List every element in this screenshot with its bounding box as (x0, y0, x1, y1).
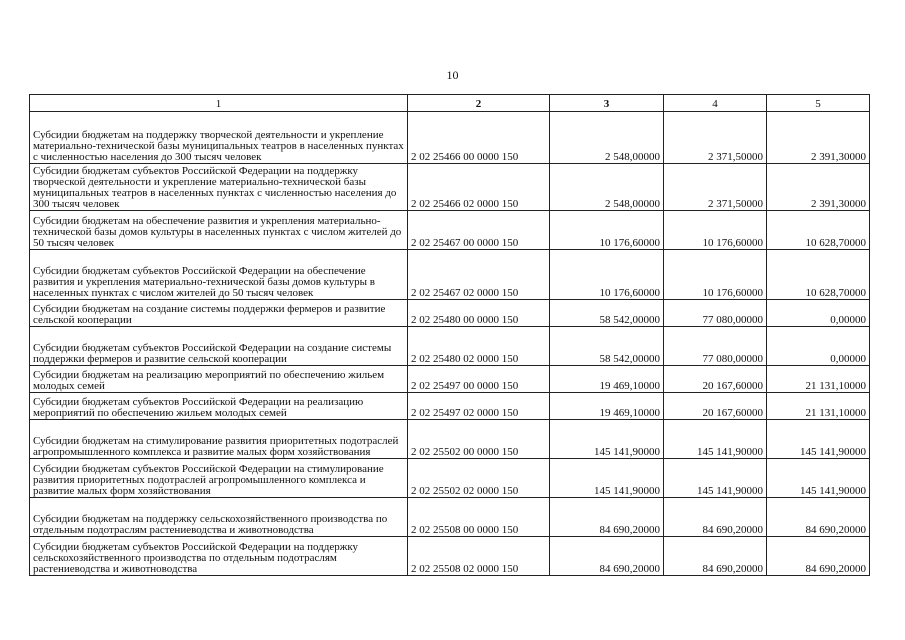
table-row (30, 393, 870, 420)
row-value-col4: 77 080,00000 (664, 300, 767, 327)
row-code: 2 02 25466 00 0000 150 (408, 112, 550, 164)
table-row (30, 498, 870, 537)
budget-table (29, 94, 870, 576)
row-code: 2 02 25467 02 0000 150 (408, 250, 550, 300)
row-value-col3: 10 176,60000 (550, 250, 664, 300)
row-code: 2 02 25508 00 0000 150 (408, 498, 550, 537)
row-description: Субсидии бюджетам субъектов Российской Федерации на создание системы поддержки фермеров и развитие сельской кооперации (30, 327, 408, 366)
column-header-1: 1 (30, 95, 408, 112)
row-value-col5: 2 391,30000 (767, 112, 870, 164)
table-row (30, 164, 870, 211)
row-value-col3: 145 141,90000 (550, 459, 664, 498)
row-description: Субсидии бюджетам на стимулирование развития приоритетных подотраслей агропромышленного комплекса и развитие малых форм хозяйствования (30, 420, 408, 459)
row-value-col4: 84 690,20000 (664, 498, 767, 537)
row-code: 2 02 25497 00 0000 150 (408, 366, 550, 393)
row-value-col5: 0,00000 (767, 300, 870, 327)
row-value-col4: 77 080,00000 (664, 327, 767, 366)
row-value-col4: 20 167,60000 (664, 393, 767, 420)
row-description: Субсидии бюджетам на создание системы поддержки фермеров и развитие сельской кооперации (30, 300, 408, 327)
table-row (30, 420, 870, 459)
row-value-col3: 145 141,90000 (550, 420, 664, 459)
column-header-2: 2 (408, 95, 550, 112)
row-value-col4: 10 176,60000 (664, 250, 767, 300)
row-description: Субсидии бюджетам на поддержку сельскохозяйственного производства по отдельным подотраслям растениеводства и животноводства (30, 498, 408, 537)
row-value-col4: 84 690,20000 (664, 537, 767, 576)
column-header-4: 4 (664, 95, 767, 112)
row-value-col4: 2 371,50000 (664, 112, 767, 164)
row-value-col5: 84 690,20000 (767, 537, 870, 576)
row-value-col3: 10 176,60000 (550, 211, 664, 250)
table-row (30, 211, 870, 250)
row-value-col3: 19 469,10000 (550, 366, 664, 393)
row-code: 2 02 25502 02 0000 150 (408, 459, 550, 498)
row-code: 2 02 25502 00 0000 150 (408, 420, 550, 459)
row-code: 2 02 25480 02 0000 150 (408, 327, 550, 366)
row-value-col5: 84 690,20000 (767, 498, 870, 537)
table-row (30, 459, 870, 498)
row-description: Субсидии бюджетам субъектов Российской Федерации на поддержку творческой деятельности и укрепление материально-технической базы муниципальных театров в населенных пунктах с численностью населения до 300 тысяч человек (30, 164, 408, 211)
row-value-col3: 2 548,00000 (550, 164, 664, 211)
row-code: 2 02 25508 02 0000 150 (408, 537, 550, 576)
table-row (30, 366, 870, 393)
column-header-5: 5 (767, 95, 870, 112)
row-value-col5: 10 628,70000 (767, 211, 870, 250)
row-description: Субсидии бюджетам субъектов Российской Федерации на поддержку сельскохозяйственного производства по отдельным подотраслям растениеводства и животноводства (30, 537, 408, 576)
row-description: Субсидии бюджетам субъектов Российской Федерации на реализацию мероприятий по обеспечению жильем молодых семей (30, 393, 408, 420)
row-code: 2 02 25480 00 0000 150 (408, 300, 550, 327)
table-header-row (30, 95, 870, 112)
row-value-col5: 145 141,90000 (767, 459, 870, 498)
table-row (30, 250, 870, 300)
row-value-col3: 58 542,00000 (550, 300, 664, 327)
row-value-col4: 145 141,90000 (664, 459, 767, 498)
row-value-col5: 2 391,30000 (767, 164, 870, 211)
row-value-col3: 84 690,20000 (550, 537, 664, 576)
row-value-col4: 20 167,60000 (664, 366, 767, 393)
row-value-col4: 2 371,50000 (664, 164, 767, 211)
row-value-col5: 10 628,70000 (767, 250, 870, 300)
row-value-col5: 145 141,90000 (767, 420, 870, 459)
table-row (30, 300, 870, 327)
table-row (30, 327, 870, 366)
table-row (30, 112, 870, 164)
row-code: 2 02 25497 02 0000 150 (408, 393, 550, 420)
row-description: Субсидии бюджетам на поддержку творческой деятельности и укрепление материально-технической базы муниципальных театров в населенных пунктах с численностью населения до 300 тысяч человек (30, 112, 408, 164)
page-number: 10 (446, 68, 459, 82)
row-code: 2 02 25466 02 0000 150 (408, 164, 550, 211)
table-row (30, 537, 870, 576)
row-value-col3: 19 469,10000 (550, 393, 664, 420)
row-value-col5: 21 131,10000 (767, 393, 870, 420)
row-value-col4: 145 141,90000 (664, 420, 767, 459)
row-value-col5: 21 131,10000 (767, 366, 870, 393)
row-description: Субсидии бюджетам на реализацию мероприятий по обеспечению жильем молодых семей (30, 366, 408, 393)
row-value-col3: 84 690,20000 (550, 498, 664, 537)
row-description: Субсидии бюджетам субъектов Российской Федерации на обеспечение развития и укрепления материально-технической базы домов культуры в населенных пунктах с числом жителей до 50 тысяч человек (30, 250, 408, 300)
row-value-col3: 58 542,00000 (550, 327, 664, 366)
row-description: Субсидии бюджетам субъектов Российской Федерации на стимулирование развития приоритетных подотраслей агропромышленного комплекса и развитие малых форм хозяйствования (30, 459, 408, 498)
column-header-3: 3 (550, 95, 664, 112)
row-description: Субсидии бюджетам на обеспечение развития и укрепления материально-технической базы домов культуры в населенных пунктах с числом жителей до 50 тысяч человек (30, 211, 408, 250)
row-code: 2 02 25467 00 0000 150 (408, 211, 550, 250)
row-value-col5: 0,00000 (767, 327, 870, 366)
row-value-col3: 2 548,00000 (550, 112, 664, 164)
row-value-col4: 10 176,60000 (664, 211, 767, 250)
